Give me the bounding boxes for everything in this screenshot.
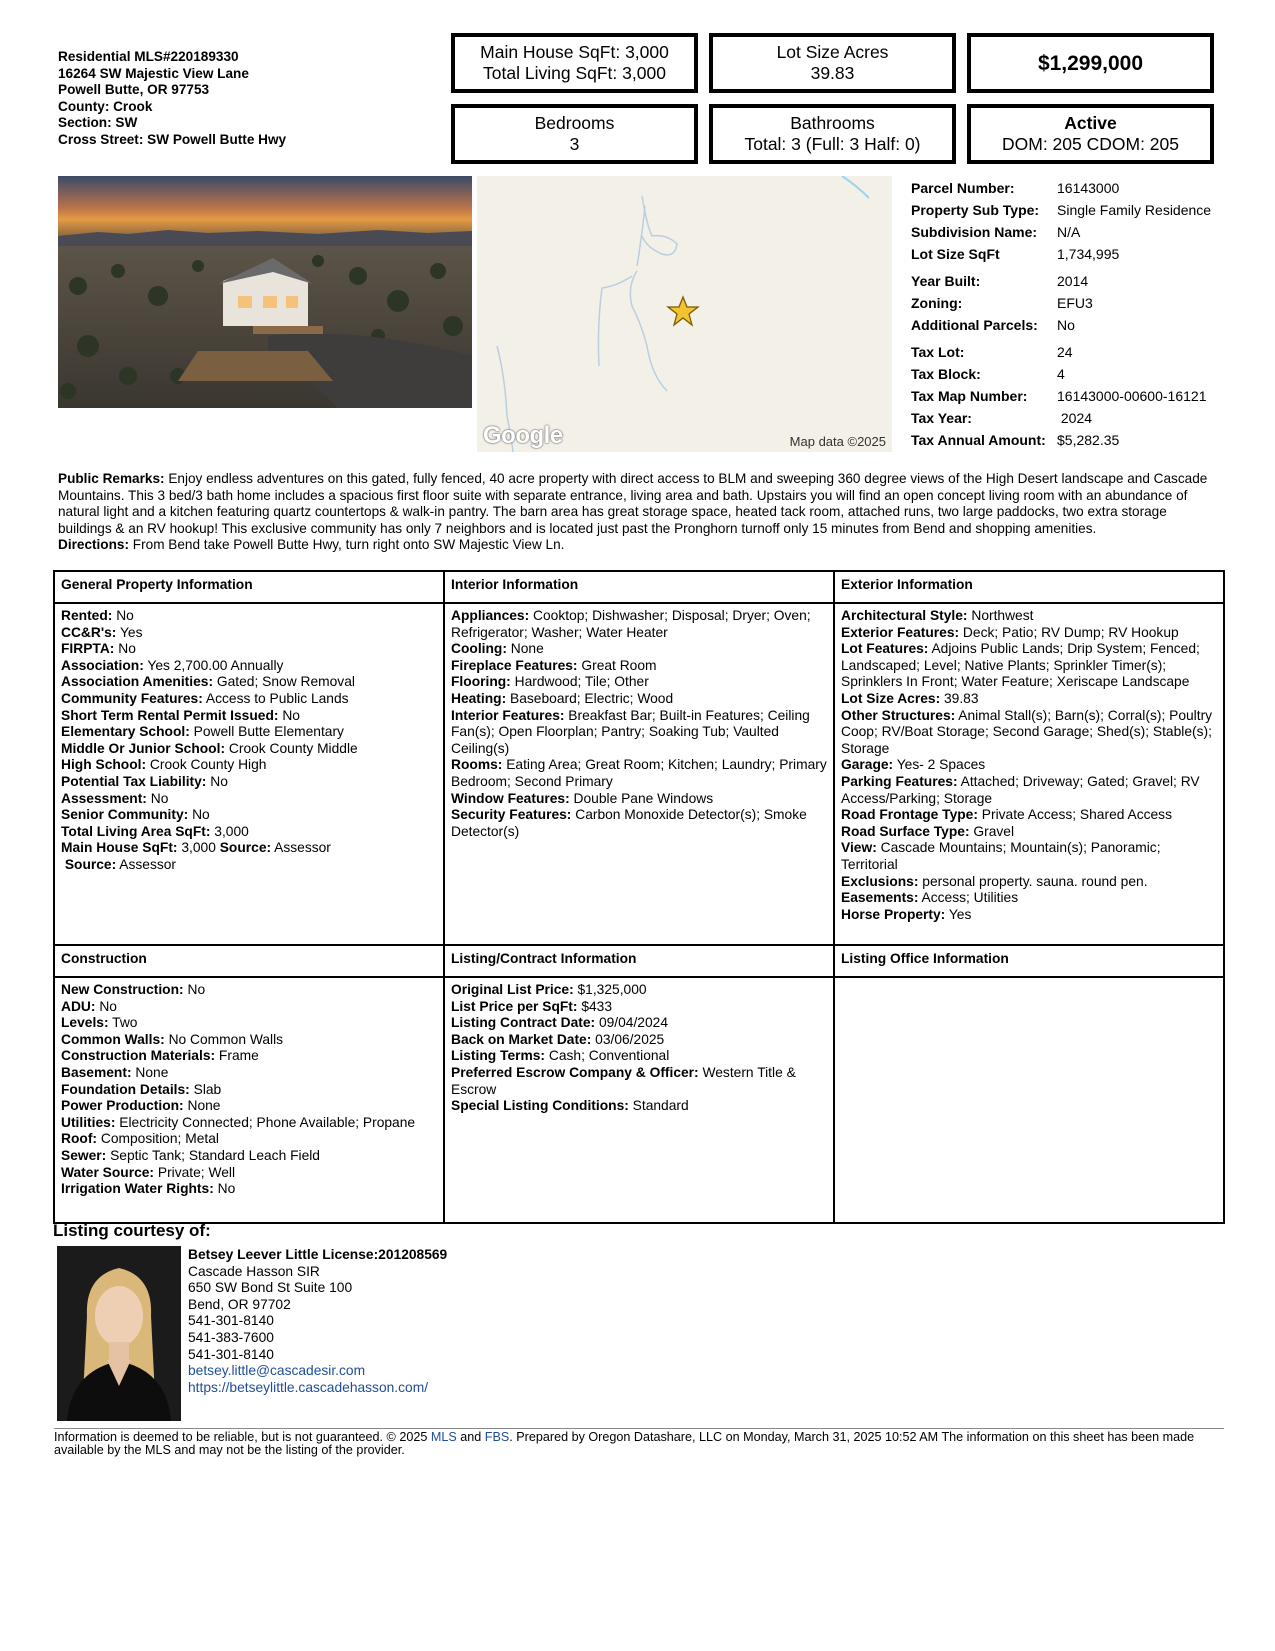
disclaimer-and: and xyxy=(456,1430,485,1444)
info-line: Sewer: Septic Tank; Standard Leach Field xyxy=(61,1147,320,1163)
fact-label: Subdivision Name: xyxy=(911,224,1038,240)
remarks xyxy=(58,471,1223,554)
fact-row xyxy=(911,224,1080,240)
info-line: New Construction: No xyxy=(61,982,206,997)
fact-label: Lot Size SqFt xyxy=(911,246,1000,262)
exterior-info-body xyxy=(834,603,1224,945)
info-line: Elementary School: Powell Butte Elementary xyxy=(61,724,344,740)
fact-value: 2014 xyxy=(1057,273,1089,289)
info-line: Security Features: Carbon Monoxide Detector(s); Smoke Detector(s) xyxy=(451,807,807,839)
info-line: Original List Price: $1,325,000 xyxy=(451,982,647,997)
info-line: Listing Terms: Cash; Conventional xyxy=(451,1048,670,1064)
info-line: Association Amenities: Gated; Snow Removal xyxy=(61,674,355,690)
info-line: Rented: No xyxy=(61,608,134,623)
fact-label: Additional Parcels: xyxy=(911,317,1038,333)
info-line: Utilities: Electricity Connected; Phone Available; Propane xyxy=(61,1114,416,1130)
fact-row xyxy=(911,317,1075,333)
info-line: Association: Yes 2,700.00 Annually xyxy=(61,657,284,673)
main-house-sqft: Main House SqFt: 3,000 xyxy=(480,42,669,62)
fact-label: Tax Lot: xyxy=(911,344,965,360)
info-line: Road Frontage Type: Private Access; Shared Access xyxy=(841,807,1172,823)
info-table xyxy=(53,570,1225,1224)
fact-value: Single Family Residence xyxy=(1057,202,1212,218)
fact-label: Zoning: xyxy=(911,295,963,311)
fact-row xyxy=(911,344,1073,360)
info-line: Back on Market Date: 03/06/2025 xyxy=(451,1031,665,1047)
info-line: ADU: No xyxy=(61,998,117,1014)
info-line: Roof: Composition; Metal xyxy=(61,1131,219,1147)
directions xyxy=(58,537,1223,554)
agent-website-link[interactable]: https://betseylittle.cascadehasson.com/ xyxy=(188,1379,429,1395)
info-line: FIRPTA: No xyxy=(61,641,136,657)
info-line: Other Structures: Animal Stall(s); Barn(s); Corral(s); Poultry Coop; RV/Boat Storage; Second Garage; Shed(s); Stable(s); Storage xyxy=(841,707,1213,756)
info-line: Main House SqFt: 3,000 Source: Assessor xyxy=(61,840,331,856)
fact-row xyxy=(911,246,1119,262)
disclaimer-text-2: . Prepared by Oregon Datashare, LLC on Monday, March 31, 2025 10:52 AM The information on this sheet has been made available by the MLS and may not be the listing of the provider. xyxy=(54,1430,1195,1458)
fact-row xyxy=(911,180,1119,196)
mls-link[interactable]: MLS xyxy=(430,1430,457,1444)
info-line: High School: Crook County High xyxy=(61,757,267,773)
info-line: Rooms: Eating Area; Great Room; Kitchen; Laundry; Primary Bedroom; Second Primary xyxy=(451,757,827,789)
fbs-link[interactable]: FBS xyxy=(484,1430,510,1444)
fact-value: 24 xyxy=(1057,344,1073,360)
info-line: CC&R's: Yes xyxy=(61,624,143,640)
section: Section: SW xyxy=(58,115,138,131)
fact-label: Tax Year: xyxy=(911,410,972,426)
disclaimer-text-1: Information is deemed to be reliable, but is not guaranteed. © 2025 xyxy=(54,1430,431,1444)
lot-size-value: 39.83 xyxy=(810,63,855,83)
info-line: Appliances: Cooktop; Dishwasher; Disposal; Dryer; Oven; Refrigerator; Washer; Water Heater xyxy=(451,608,811,640)
fact-value: 16143000 xyxy=(1057,180,1120,196)
bathrooms-label: Bathrooms xyxy=(790,113,875,133)
bedrooms-label: Bedrooms xyxy=(534,113,615,133)
fact-row xyxy=(911,410,1092,426)
property-star-icon xyxy=(668,297,698,325)
info-line: Foundation Details: Slab xyxy=(61,1081,222,1097)
info-line: Road Surface Type: Gravel xyxy=(841,823,1015,839)
bathrooms-value: Total: 3 (Full: 3 Half: 0) xyxy=(744,134,921,154)
interior-info-body xyxy=(444,603,834,945)
info-line: Water Source: Private; Well xyxy=(61,1164,236,1180)
info-line: Levels: Two xyxy=(61,1015,138,1031)
fact-value: No xyxy=(1057,317,1075,333)
info-line: Exterior Features: Deck; Patio; RV Dump; RV Hookup xyxy=(841,624,1179,640)
fact-value: 2024 xyxy=(1057,410,1093,426)
info-line: List Price per SqFt: $433 xyxy=(451,998,613,1014)
fact-value: 4 xyxy=(1057,366,1065,382)
listing-office-body xyxy=(834,977,1224,1223)
agent-street: 650 SW Bond St Suite 100 xyxy=(188,1280,353,1296)
street-address: 16264 SW Majestic View Lane xyxy=(58,65,249,81)
lot-size-box xyxy=(709,33,956,93)
lot-size-label: Lot Size Acres xyxy=(776,42,889,62)
property-photo-image xyxy=(58,176,472,408)
fact-label: Tax Block: xyxy=(911,366,981,382)
map-roads xyxy=(477,176,892,452)
interior-info-header: Interior Information xyxy=(444,571,834,603)
county: County: Crook xyxy=(58,98,153,114)
listing-office-header: Listing Office Information xyxy=(834,945,1224,977)
info-line: Senior Community: No xyxy=(61,807,210,823)
fact-row xyxy=(911,202,1211,218)
info-line: Power Production: None xyxy=(61,1098,221,1114)
info-line: Irrigation Water Rights: No xyxy=(61,1181,236,1197)
address-block xyxy=(58,49,286,149)
fact-value: $5,282.35 xyxy=(1057,432,1120,448)
fact-label: Year Built: xyxy=(911,273,981,289)
fact-value: N/A xyxy=(1057,224,1081,240)
fact-value: EFU3 xyxy=(1057,295,1093,311)
agent-phone-3: 541-301-8140 xyxy=(188,1346,274,1362)
fact-row xyxy=(911,432,1119,448)
info-line: Community Features: Access to Public Lands xyxy=(61,690,349,706)
info-line: Special Listing Conditions: Standard xyxy=(451,1098,689,1114)
location-map[interactable] xyxy=(477,176,892,452)
bedrooms-box xyxy=(451,104,698,164)
fact-label: Parcel Number: xyxy=(911,180,1015,196)
price-box xyxy=(967,33,1214,93)
directions-label: Directions: xyxy=(58,537,130,553)
listing-courtesy-label: Listing courtesy of: xyxy=(53,1221,211,1240)
info-line: Total Living Area SqFt: 3,000 xyxy=(61,823,249,839)
listing-contract-body xyxy=(444,977,834,1223)
info-line: Source: Assessor xyxy=(61,856,177,872)
fact-row xyxy=(911,295,1093,311)
info-line: Exclusions: personal property. sauna. round pen. xyxy=(841,873,1148,889)
info-line: Parking Features: Attached; Driveway; Gated; Gravel; RV Access/Parking; Storage xyxy=(841,773,1200,806)
cross-street: Cross Street: SW Powell Butte Hwy xyxy=(58,131,287,147)
status-label: Active xyxy=(1064,113,1117,133)
info-line: Listing Contract Date: 09/04/2024 xyxy=(451,1015,668,1031)
info-line: Heating: Baseboard; Electric; Wood xyxy=(451,690,674,706)
agent-name: Betsey Leever Little License:201208569 xyxy=(188,1247,448,1262)
google-logo: Google xyxy=(483,422,563,449)
general-info-body xyxy=(54,603,444,945)
city-state-zip: Powell Butte, OR 97753 xyxy=(58,82,210,98)
fact-label: Property Sub Type: xyxy=(911,202,1040,218)
info-line: Flooring: Hardwood; Tile; Other xyxy=(451,674,649,690)
agent-portrait xyxy=(57,1246,181,1421)
agent-info xyxy=(188,1247,447,1396)
agent-city: Bend, OR 97702 xyxy=(188,1296,291,1312)
info-line: Short Term Rental Permit Issued: No xyxy=(61,707,300,723)
agent-phone-2: 541-383-7600 xyxy=(188,1329,274,1345)
info-line: Interior Features: Breakfast Bar; Built-in Features; Ceiling Fan(s); Open Floorplan; Pantry; Soaking Tub; Vaulted Ceiling(s) xyxy=(451,707,810,756)
agent-photo xyxy=(57,1246,181,1421)
list-price: $1,299,000 xyxy=(1037,51,1144,75)
info-line: Horse Property: Yes xyxy=(841,906,972,922)
disclaimer-footer xyxy=(54,1428,1224,1458)
public-remarks xyxy=(58,471,1223,537)
fact-value: 16143000-00600-16121 xyxy=(1057,388,1207,404)
bedrooms-value: 3 xyxy=(569,134,580,154)
property-photo xyxy=(58,176,472,408)
days-on-market: DOM: 205 CDOM: 205 xyxy=(1002,134,1179,154)
info-line: Lot Features: Adjoins Public Lands; Drip System; Fenced; Landscaped; Level; Native Plants; Sprinkler Timer(s); Sprinklers In Front; Water Feature; Xeriscape Landscape xyxy=(841,641,1200,690)
info-line: Easements: Access; Utilities xyxy=(841,890,1019,906)
info-line: Garage: Yes- 2 Spaces xyxy=(841,757,986,773)
info-line: Middle Or Junior School: Crook County Middle xyxy=(61,740,358,756)
fact-label: Tax Map Number: xyxy=(911,388,1028,404)
sqft-box xyxy=(451,33,698,93)
info-line: Potential Tax Liability: No xyxy=(61,773,228,789)
construction-body xyxy=(54,977,444,1223)
agent-office: Cascade Hasson SIR xyxy=(188,1263,320,1279)
info-line: Assessment: No xyxy=(61,790,169,806)
info-line: Architectural Style: Northwest xyxy=(841,608,1034,623)
status-box xyxy=(967,104,1214,164)
info-line: Lot Size Acres: 39.83 xyxy=(841,690,979,706)
info-line: Construction Materials: Frame xyxy=(61,1048,259,1064)
public-remarks-label: Public Remarks: xyxy=(58,471,165,486)
fact-row xyxy=(911,273,1088,289)
fact-row xyxy=(911,366,1065,382)
map-attribution: Map data ©2025 xyxy=(789,434,886,449)
fact-label: Tax Annual Amount: xyxy=(911,432,1046,448)
public-remarks-text: Enjoy endless adventures on this gated, fully fenced, 40 acre property with direct access to BLM and sweeping 360 degree views of the High Desert landscape and Cascade Mountains. This 3 bed/3 bath home includes a spacious first floor suite with separate entrance, living area and bath. Upstairs you will find an open concept living room with an abundance of natural light and a kitchen featuring quartz countertops & walk-in pantry. The barn area has great storage space, heated tack room, attached runs, two large paddocks, two extra storage buildings & an RV hookup! This exclusive community has only 7 neighbors and is located just past the Pronghorn turnoff only 15 minutes from Bend and shopping amenities. xyxy=(58,471,1208,536)
general-info-header: General Property Information xyxy=(54,571,444,603)
listing-contract-header: Listing/Contract Information xyxy=(444,945,834,977)
info-line: Preferred Escrow Company & Officer: Western Title & Escrow xyxy=(451,1064,796,1097)
directions-text: From Bend take Powell Butte Hwy, turn right onto SW Majestic View Ln. xyxy=(132,537,565,553)
info-line: Common Walls: No Common Walls xyxy=(61,1031,284,1047)
info-line: Fireplace Features: Great Room xyxy=(451,657,657,673)
fact-row xyxy=(911,388,1206,404)
agent-phone-1: 541-301-8140 xyxy=(188,1313,274,1329)
info-line: View: Cascade Mountains; Mountain(s); Panoramic; Territorial xyxy=(841,840,1161,872)
info-line: Window Features: Double Pane Windows xyxy=(451,790,714,806)
exterior-info-header: Exterior Information xyxy=(834,571,1224,603)
fact-value: 1,734,995 xyxy=(1057,246,1120,262)
info-line: Basement: None xyxy=(61,1064,169,1080)
mls-number: Residential MLS#220189330 xyxy=(58,49,239,64)
bathrooms-box xyxy=(709,104,956,164)
total-living-sqft: Total Living SqFt: 3,000 xyxy=(483,63,666,83)
construction-header: Construction xyxy=(54,945,444,977)
info-line: Cooling: None xyxy=(451,641,544,657)
agent-email-link[interactable]: betsey.little@cascadesir.com xyxy=(188,1363,366,1379)
